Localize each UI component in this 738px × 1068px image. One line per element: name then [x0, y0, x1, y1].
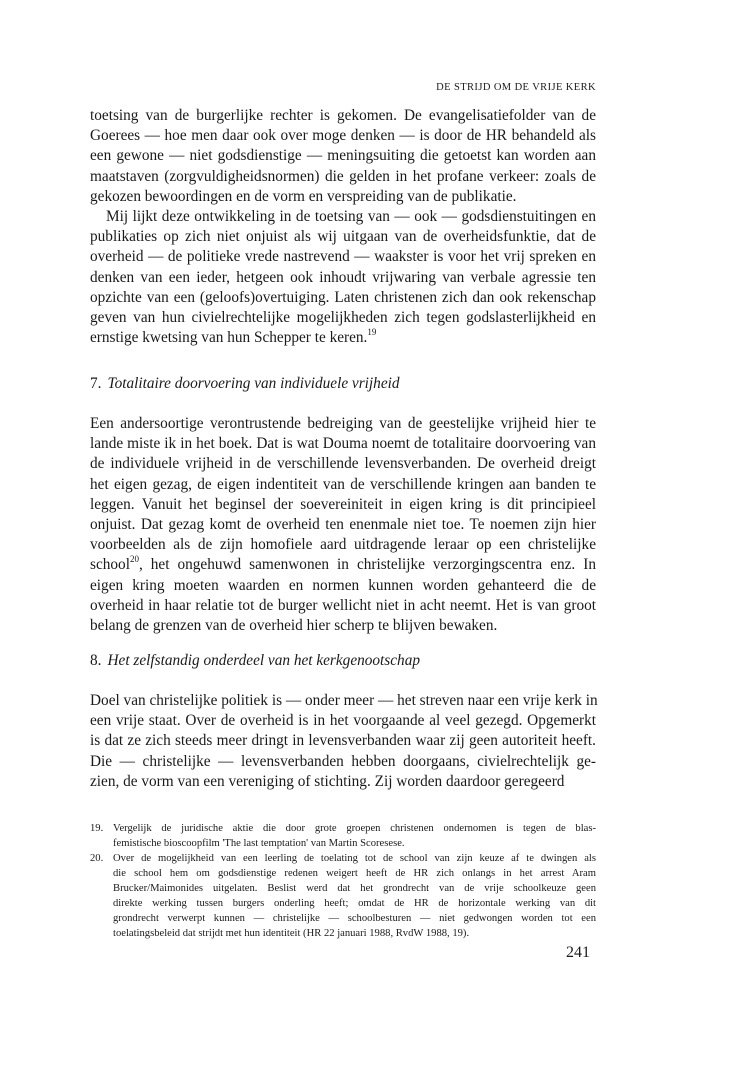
page-number: 241 — [566, 944, 590, 961]
paragraph — [90, 414, 596, 636]
line-text: onjuist. Dat gezag komt de overheid ten enenmale niet toe. Te noemen zijn hier — [90, 515, 596, 533]
footnote-marker[interactable]: 20 — [129, 554, 139, 565]
line-text: zien, de vorm van een vereniging of stichting. Zij worden daardoor geregeerd — [90, 772, 565, 790]
section-heading-8 — [90, 651, 596, 671]
line-text: overheid — de politieke vrede nastrevend — waakster is voor het vrij spreken en — [90, 248, 596, 266]
line-text: publikaties op zich niet onjuist als wij uitgaan van de overheidsfunktie, dat de — [90, 228, 596, 246]
line-text: school — [90, 556, 130, 574]
footnote-marker[interactable]: 19 — [367, 327, 377, 338]
line-text: eigen kring moeten waarden en normen kunnen worden gehanteerd die de — [90, 576, 596, 594]
text-line — [90, 126, 596, 146]
line-text: Goerees — hoe men daar ook over moge denken — is door de HR behandeld als — [90, 127, 596, 145]
line-text: de individuele vrijheid in de verschillende levensverbanden. De overheid dreigt — [90, 455, 596, 473]
footnote-19 — [90, 821, 596, 851]
line-text: ernstige kwetsing van hun Schepper te keren. — [90, 329, 368, 347]
section-heading-7 — [90, 374, 596, 394]
text-line — [90, 308, 596, 328]
line-text: geven van hun civielrechtelijke mogelijkheden zich tegen godslasterlijkheid en — [90, 308, 596, 326]
footnote-line: toelatingsbeleid dat strijdt met hun identiteit (HR 22 januari 1988, RvdW 1988, 19). — [113, 928, 470, 939]
footnote-line: grondrecht verwerpt kunnen — christelijke — schoolbesturen — niet gedwongen worden tot een — [113, 913, 596, 924]
footnote-number: 20. — [90, 853, 104, 864]
section-number: 7. — [90, 375, 102, 392]
footnote-line: direkte werking tussen burgers onderling heeft; omdat de HR de horizontale werking van dit — [113, 898, 596, 909]
footnote-line: femistische bioscoopfilm 'The last temptation' van Martin Scoresese. — [113, 838, 405, 849]
paragraph — [90, 691, 596, 792]
text-line — [90, 106, 596, 126]
text-line — [90, 207, 596, 227]
text-line — [90, 247, 596, 267]
footnote-20 — [90, 851, 596, 941]
line-text: voorbeelden als de zijn homofiele aard uitdragende leraar op een christelijke — [90, 536, 596, 554]
text-line — [90, 535, 596, 555]
line-text: lande miste ik in het boek. Dat is wat Douma noemt de totalitaire doorvoering van — [90, 435, 596, 453]
line-text: het eigen gezag, de eigen indentiteit van de verschillende kringen aan banden te — [90, 475, 596, 493]
line-text: een gewone — niet godsdienstige — meningsuiting die getoetst kan worden aan — [90, 147, 596, 165]
text-line — [90, 187, 596, 207]
text-line — [90, 711, 596, 731]
line-text: belang de grenzen van de overheid hier scherp te blijven bewaken. — [90, 616, 498, 634]
text-line — [90, 454, 596, 474]
section-number: 8. — [90, 652, 102, 669]
text-line — [90, 616, 596, 636]
line-text: toetsing van de burgerlijke rechter is gekomen. De evangelisatiefolder van de — [90, 107, 596, 124]
footnote-line: Vergelijk de juridische aktie die door grote groepen christenen ondernomen is tegen de blas- — [113, 823, 596, 834]
line-text: maatstaven (zorgvuldigheidsnormen) die gelden in het profane verkeer: zoals de — [90, 167, 596, 185]
line-text: overheid in haar relatie tot de burger wellicht niet in acht neemt. Het is van groot — [90, 596, 596, 614]
line-text: , het ongehuwd samenwonen in christelijke verzorgingscentra enz. In — [138, 556, 596, 574]
text-line — [90, 752, 596, 772]
text-line — [90, 495, 596, 515]
paragraph — [90, 106, 596, 207]
text-line — [90, 731, 596, 751]
section-title: Het zelfstandig onderdeel van het kerkgenootschap — [107, 652, 420, 669]
line-text: leggen. Vanuit het beginsel der soevereiniteit in eigen kring is dit principieel — [90, 495, 596, 513]
footnote-number: 19. — [90, 823, 104, 834]
line-text: gekozen bewoordingen en de vorm en verspreiding van de publikatie. — [90, 187, 517, 205]
text-line — [90, 434, 596, 454]
line-text: een vrije staat. Over de overheid is in het voorgaande al veel gezegd. Opgemerkt — [90, 712, 596, 730]
text-line — [90, 288, 596, 308]
line-text: is dat ze zich steeds meer dringt in levensverbanden waar zij geen autoriteit heeft. — [90, 732, 596, 750]
section-title: Totalitaire doorvoering van individuele vrijheid — [107, 375, 400, 392]
footnote-line: Over de mogelijkheid van een leerling de toelating tot de school van zijn keuze af te dwingen als — [113, 853, 596, 864]
line-text: denken van een ieder, hetgeen ook inhoudt vrijwaring van verbale agressie ten — [90, 268, 596, 286]
paragraph — [90, 207, 596, 348]
text-line — [90, 576, 596, 596]
text-line — [90, 691, 596, 711]
footnote-line: die school hem om godsdienstige redenen weigert heeft de HR zich onlangs in het arrest Aram — [113, 868, 596, 879]
text-line — [90, 328, 596, 348]
text-line — [90, 596, 596, 616]
line-text: Die — christelijke — levensverbanden hebben doorgaans, civielrechtelijk ge- — [90, 752, 596, 770]
text-line — [90, 268, 596, 288]
text-line — [90, 772, 596, 792]
text-line — [90, 555, 596, 575]
line-text: Mij lijkt deze ontwikkeling in de toetsing van — ook — godsdienstuitingen en — [106, 208, 596, 225]
text-line — [90, 515, 596, 535]
text-line — [90, 475, 596, 495]
line-text: Doel van christelijke politiek is — onder meer — het streven naar een vrije kerk in — [90, 692, 598, 709]
line-text: Een andersoortige verontrustende bedreiging van de geestelijke vrijheid hier te — [90, 415, 596, 432]
footnote-line: Brucker/Maimonides uitgelaten. Beslist werd dat het grondrecht van de vrije schoolkeuze geen — [113, 883, 596, 894]
running-head: DE STRIJD OM DE VRIJE KERK — [436, 82, 596, 93]
text-line — [90, 167, 596, 187]
text-line — [90, 146, 596, 166]
footnotes — [90, 821, 596, 941]
text-line — [90, 227, 596, 247]
text-line — [90, 414, 596, 434]
line-text: opzichte van een (geloofs)overtuiging. Laten christenen zich dan ook rekenschap — [90, 288, 596, 306]
